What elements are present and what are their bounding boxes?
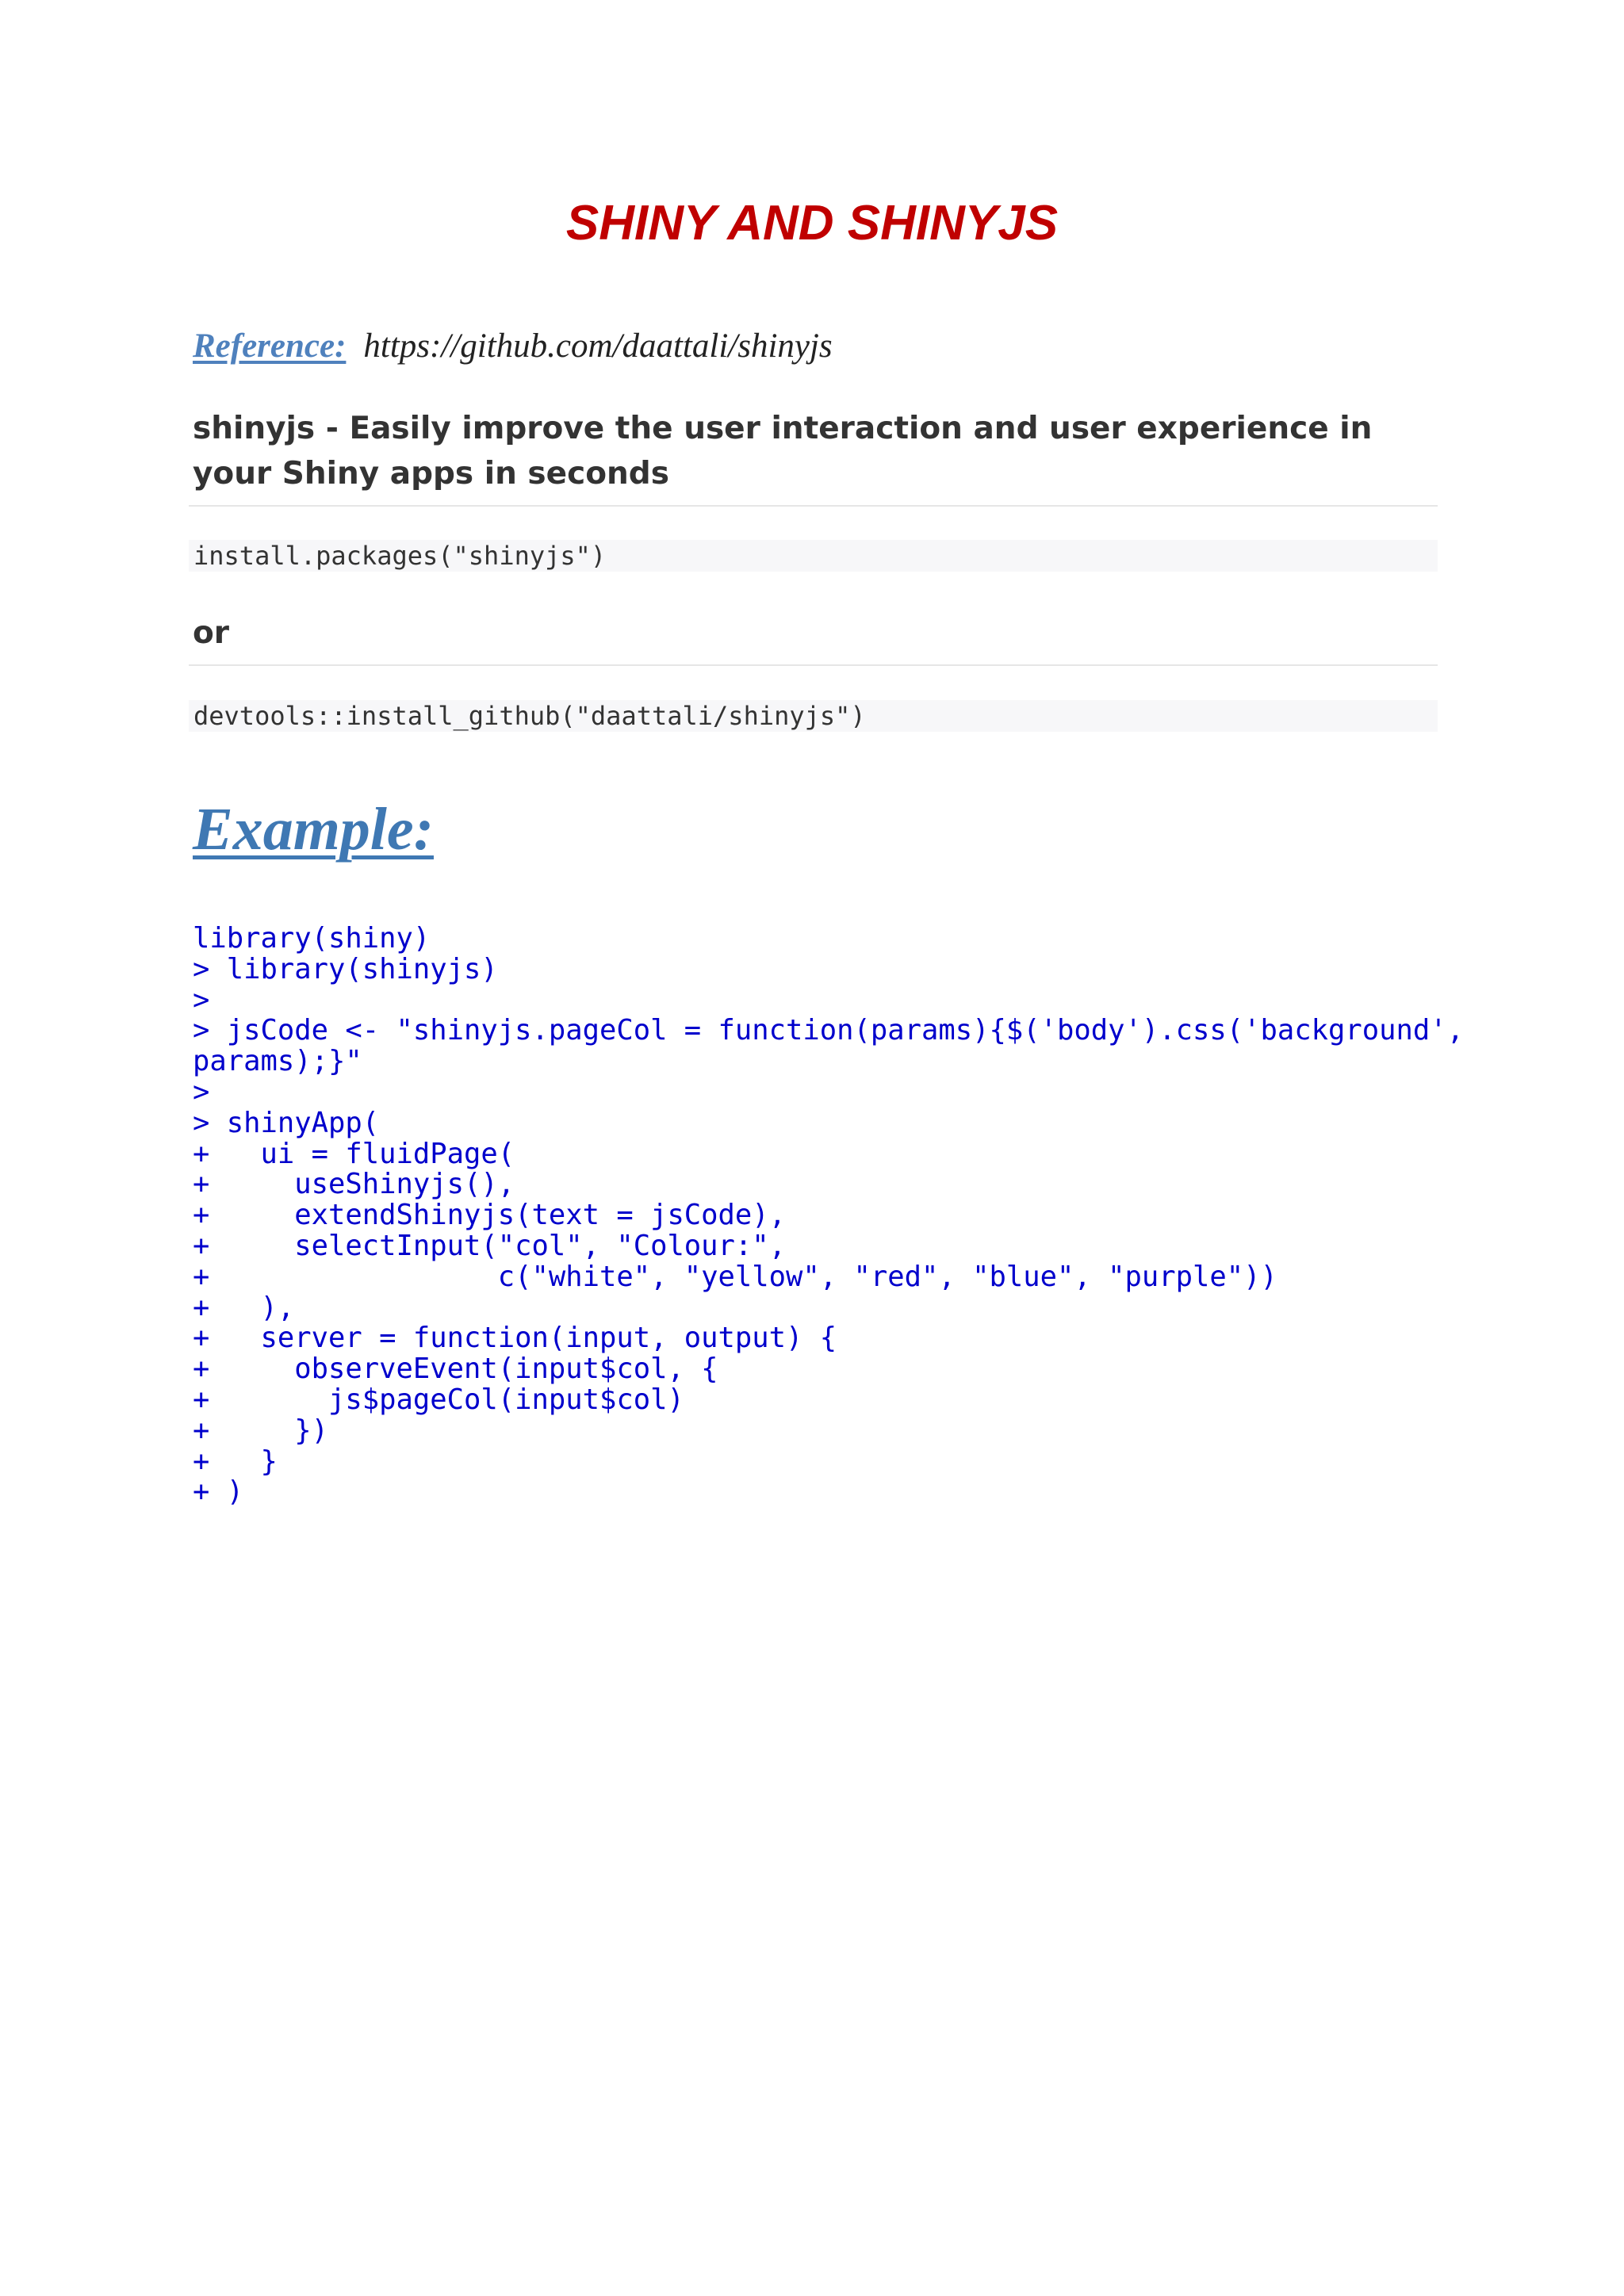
code-line: + ) bbox=[193, 1475, 244, 1509]
code-line: > shinyApp( bbox=[193, 1106, 380, 1139]
code-line: + c("white", "yellow", "red", "blue", "purple")) bbox=[193, 1260, 1277, 1293]
heading-divider bbox=[189, 505, 1438, 507]
install-github-code: devtools::install_github("daattali/shinyjs") bbox=[189, 700, 1438, 732]
code-line: + observeEvent(input$col, { bbox=[193, 1353, 718, 1386]
code-line: + } bbox=[193, 1445, 278, 1478]
install-cran-code: install.packages("shinyjs") bbox=[189, 540, 1438, 572]
or-divider bbox=[189, 664, 1438, 666]
code-line: + useShinyjs(), bbox=[193, 1168, 515, 1201]
example-code-block bbox=[193, 922, 1464, 1509]
code-line: > bbox=[193, 1075, 210, 1108]
code-line: > jsCode <- "shinyjs.pageCol = function(params){$('body').css('background', bbox=[193, 1014, 1464, 1047]
code-line: library(shiny) bbox=[193, 922, 431, 955]
reference-label: Reference: bbox=[193, 327, 347, 365]
or-heading: or bbox=[193, 615, 230, 651]
code-line: > library(shinyjs) bbox=[193, 952, 498, 985]
example-heading: Example: bbox=[193, 796, 434, 863]
code-line: + selectInput("col", "Colour:", bbox=[193, 1229, 787, 1262]
code-line: + server = function(input, output) { bbox=[193, 1322, 837, 1355]
code-line: + ui = fluidPage( bbox=[193, 1137, 515, 1170]
shinyjs-subheading: shinyjs - Easily improve the user interaction and user experience in your Shiny apps in seconds bbox=[193, 411, 1373, 492]
reference-url: https://github.com/daattali/shinyjs bbox=[363, 327, 833, 365]
code-line: + }) bbox=[193, 1414, 328, 1447]
reference-line bbox=[193, 327, 833, 365]
code-line: + ), bbox=[193, 1291, 295, 1324]
code-line: params);}" bbox=[193, 1045, 362, 1078]
code-line: + js$pageCol(input$col) bbox=[193, 1383, 684, 1416]
code-line: + extendShinyjs(text = jsCode), bbox=[193, 1199, 787, 1232]
code-line: > bbox=[193, 983, 210, 1016]
document-title: SHINY AND SHINYJS bbox=[565, 196, 1059, 251]
